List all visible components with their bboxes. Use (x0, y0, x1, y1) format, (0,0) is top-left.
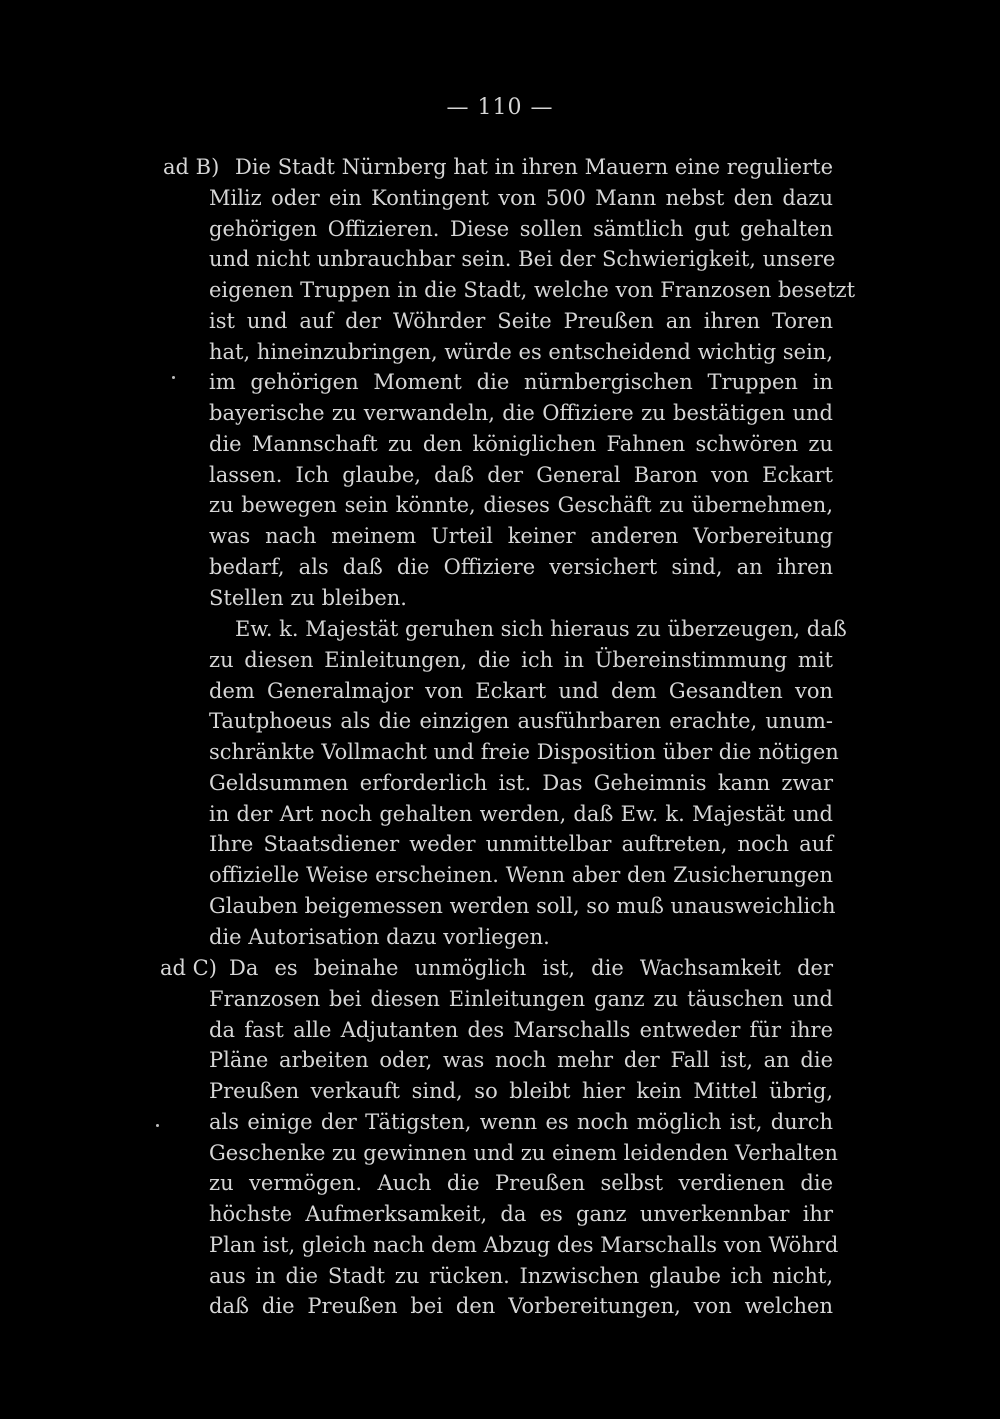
text-line: bedarf, als daß die Offiziere versichert sind, an ihren (209, 554, 833, 579)
text-line: hat, hineinzubringen, würde es entscheidend wichtig sein, (209, 339, 833, 364)
text-line: Ihre Staatsdiener weder unmittelbar auftreten, noch auf (209, 832, 833, 857)
text-line: zu diesen Einleitungen, die ich in Übereinstimmung mit (209, 647, 833, 672)
text-line: als einige der Tätigsten, wenn es noch möglich ist, durch (209, 1109, 833, 1134)
text-line: schränkte Vollmacht und freie Disposition über die nötigen (209, 740, 839, 764)
page-number: — 110 — (446, 95, 554, 120)
text-line: im gehörigen Moment die nürnbergischen Truppen in (209, 370, 833, 395)
text-line: Geschenke zu gewinnen und zu einem leidenden Verhalten (209, 1140, 838, 1165)
text-line: aus in die Stadt zu rücken. Inzwischen glaube ich nicht, (209, 1263, 833, 1288)
text-line: Stellen zu bleiben. (209, 585, 407, 610)
text-line: lassen. Ich glaube, daß der General Baron von Eckart (209, 462, 833, 487)
text-line: höchste Aufmerksamkeit, da es ganz unverkennbar ihr (209, 1202, 833, 1226)
text-line: Miliz oder ein Kontingent von 500 Mann nebst den dazu (209, 185, 833, 210)
text-line: Preußen verkauft sind, so bleibt hier kein Mittel übrig, (209, 1079, 833, 1103)
text-line: zu vermögen. Auch die Preußen selbst verdienen die (209, 1171, 833, 1196)
text-line: Da es beinahe unmöglich ist, die Wachsamkeit der (229, 956, 833, 980)
section-b-label: ad B) (163, 155, 220, 179)
margin-speck (172, 376, 175, 379)
text-line: ist und auf der Wöhrder Seite Preußen an ihren Toren (209, 308, 833, 333)
text-line: gehörigen Offizieren. Diese sollen sämtlich gut gehalten (209, 216, 833, 241)
text-line: offizielle Weise erscheinen. Wenn aber den Zusicherungen (209, 863, 833, 887)
text-line: Plan ist, gleich nach dem Abzug des Marschalls von Wöhrd (209, 1232, 839, 1257)
text-line: Tautphoeus als die einzigen ausführbaren erachte, unum- (209, 709, 833, 734)
section-c-label: ad C) (160, 956, 217, 980)
text-line: Geldsummen erforderlich ist. Das Geheimnis kann zwar (209, 770, 833, 795)
text-line: Glauben beigemessen werden soll, so muß unausweichlich (209, 893, 836, 918)
text-line: die Autorisation dazu vorliegen. (209, 924, 550, 949)
text-line: eigenen Truppen in die Stadt, welche von Franzosen besetzt (209, 278, 856, 302)
text-line: die Mannschaft zu den königlichen Fahnen schwören zu (209, 431, 833, 456)
margin-speck (156, 1124, 159, 1127)
text-line: in der Art noch gehalten werden, daß Ew. k. Majestät und (209, 801, 833, 826)
text-line: Pläne arbeiten oder, was noch mehr der Fall ist, an die (209, 1048, 833, 1073)
text-line: dem Generalmajor von Eckart und dem Gesandten von (209, 678, 833, 703)
text-line: was nach meinem Urteil keiner anderen Vorbereitung (209, 524, 833, 548)
text-line: zu bewegen sein könnte, dieses Geschäft zu übernehmen, (209, 493, 833, 518)
text-line: bayerische zu verwandeln, die Offiziere zu bestätigen und (209, 401, 833, 425)
text-line: da fast alle Adjutanten des Marschalls entweder für ihre (209, 1017, 833, 1042)
text-line: Franzosen bei diesen Einleitungen ganz zu täuschen und (209, 986, 833, 1011)
text-line: daß die Preußen bei den Vorbereitungen, von welchen (209, 1294, 833, 1319)
text-line: Die Stadt Nürnberg hat in ihren Mauern eine regulierte (235, 155, 833, 179)
text-line: Ew. k. Majestät geruhen sich hieraus zu überzeugen, daß (235, 617, 847, 641)
text-line: und nicht unbrauchbar sein. Bei der Schwierigkeit, unsere (209, 247, 836, 272)
